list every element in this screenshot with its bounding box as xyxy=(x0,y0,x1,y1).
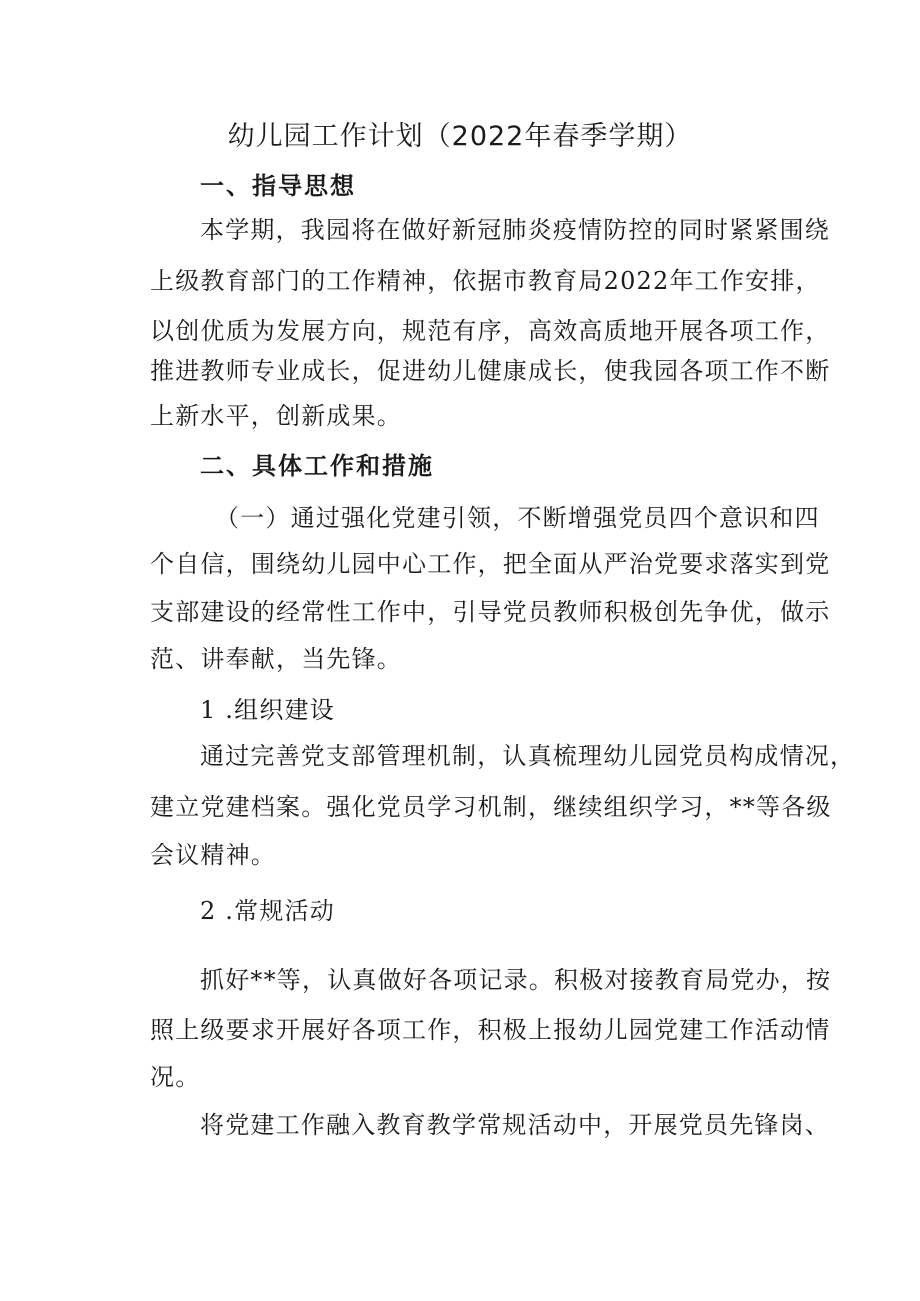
subsection-line: 范、讲奉献，当先锋。 xyxy=(150,645,402,673)
item-line: 照上级要求开展好各项工作，积极上报幼儿园党建工作活动情 xyxy=(150,1016,831,1044)
subsection-line: 个自信，围绕幼儿园中心工作，把全面从严治党要求落实到党 xyxy=(150,550,831,578)
item-line: 抓好**等，认真做好各项记录。积极对接教育局党办，按 xyxy=(200,966,832,994)
item-line: 会议精神。 xyxy=(150,841,276,869)
subsection-line: 支部建设的经常性工作中，引导党员教师积极创先争优，做示 xyxy=(150,598,831,626)
paragraph-line: 推进教师专业成长，促进幼儿健康成长，使我园各项工作不断 xyxy=(150,357,831,385)
document-title: 幼儿园工作计划（2022年春季学期） xyxy=(227,121,693,152)
section-heading-guiding-ideology: 一、指导思想 xyxy=(200,172,356,200)
paragraph-line: 上新水平，创新成果。 xyxy=(150,402,402,430)
item-line: 将党建工作融入教育教学常规活动中，开展党员先锋岗、 xyxy=(200,1111,830,1139)
subsection-line: （一）通过强化党建引领，不断增强党员四个意识和四 xyxy=(215,504,820,532)
item-label-routine-activities: 2 .常规活动 xyxy=(200,897,335,925)
section-heading-work-measures: 二、具体工作和措施 xyxy=(200,452,434,480)
paragraph-line: 上级教育部门的工作精神，依据市教育局2022年工作安排， xyxy=(150,267,821,295)
item-line: 况。 xyxy=(150,1063,201,1091)
item-label-organization: 1 .组织建设 xyxy=(200,696,335,724)
item-line: 通过完善党支部管理机制，认真梳理幼儿园党员构成情况， xyxy=(200,742,856,770)
paragraph-line: 以创优质为发展方向，规范有序，高效高质地开展各项工作， xyxy=(150,317,831,345)
item-line: 建立党建档案。强化党员学习机制，继续组织学习，**等各级 xyxy=(150,793,832,821)
paragraph-line: 本学期，我园将在做好新冠肺炎疫情防控的同时紧紧围绕 xyxy=(200,216,830,244)
